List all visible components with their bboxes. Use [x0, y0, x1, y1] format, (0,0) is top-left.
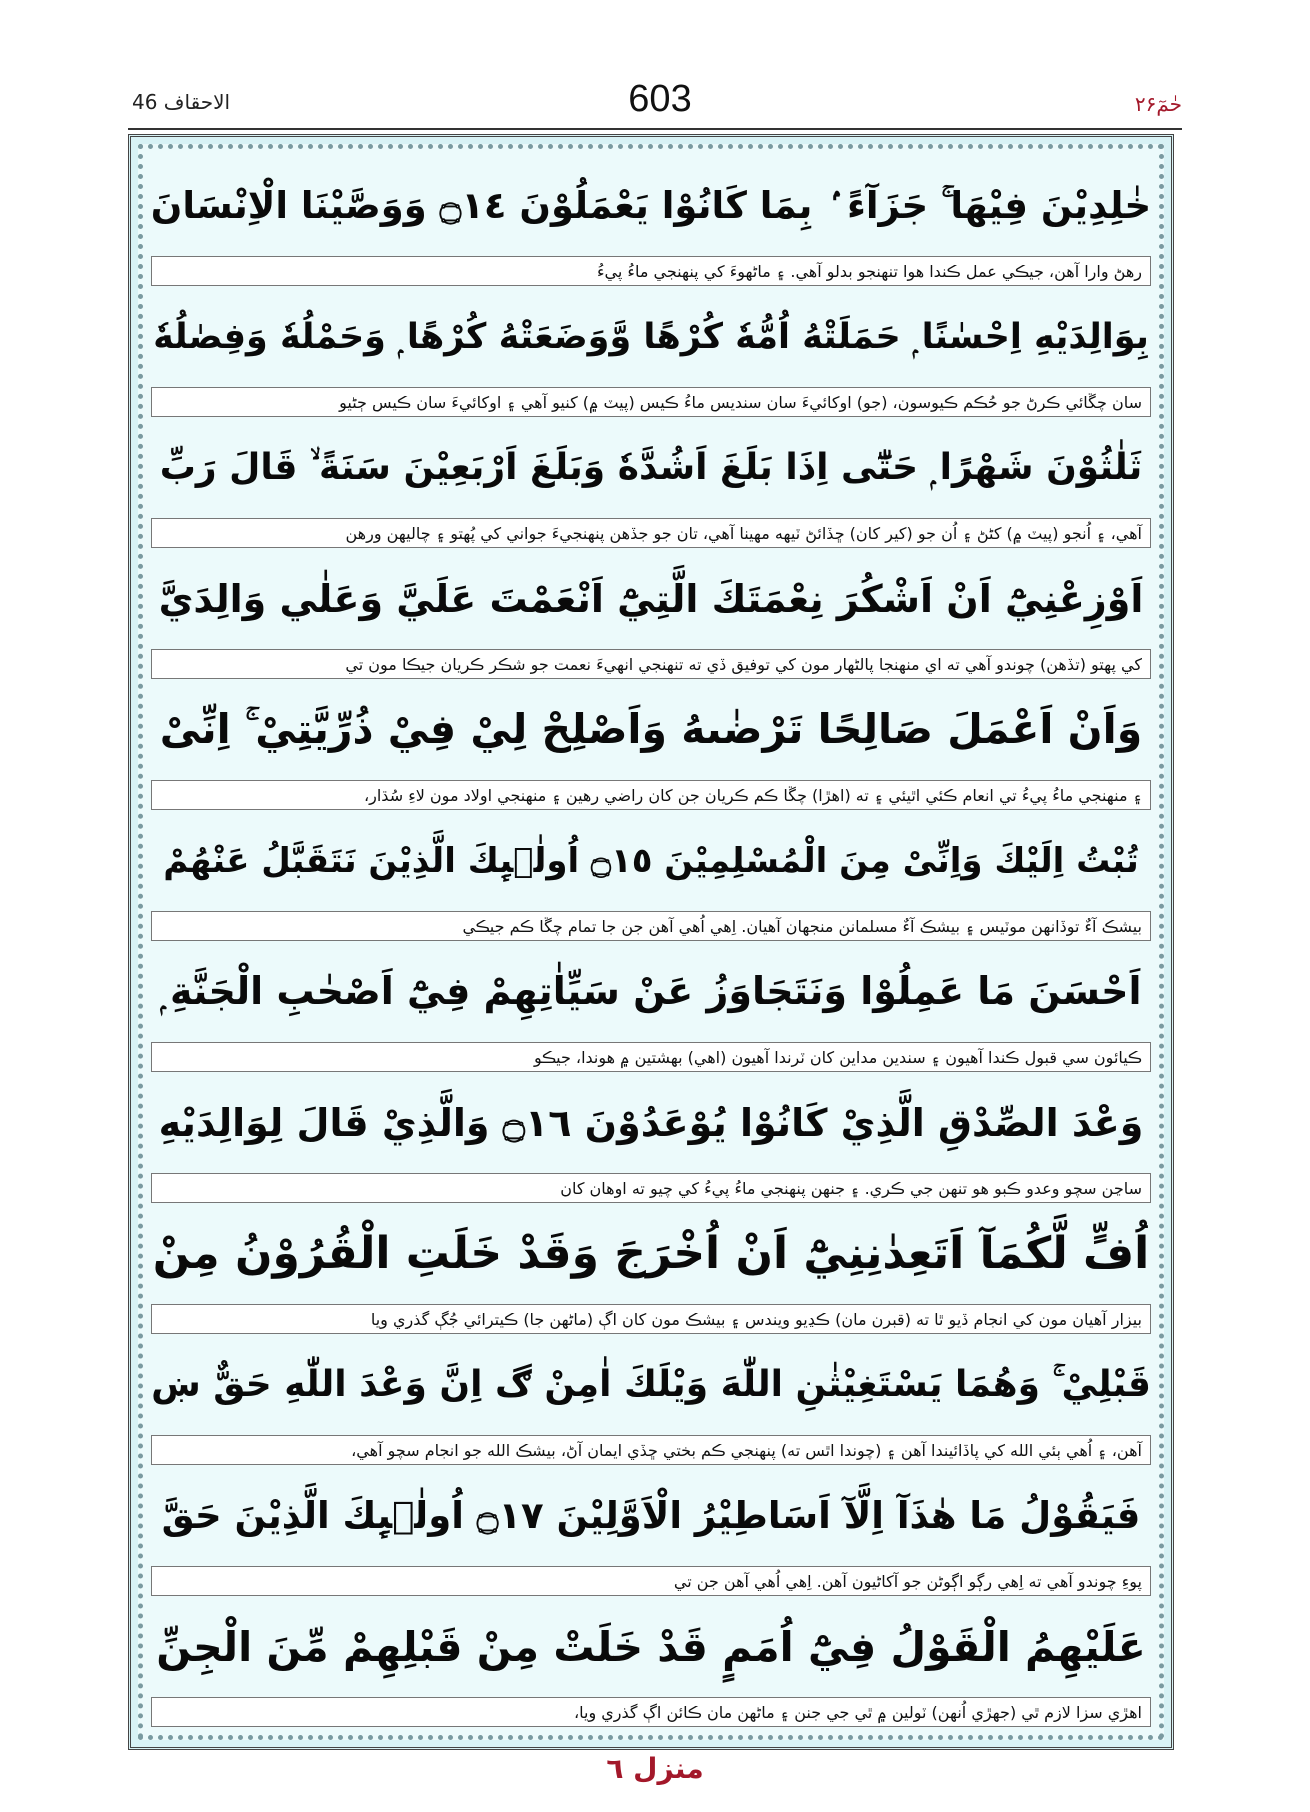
- surah-name: الاحقاف 46: [132, 90, 231, 114]
- manzil-footer: منزل ٦: [606, 1752, 704, 1785]
- page-header: [0, 78, 1310, 138]
- arabic-line: اُفٍّ لَّكُمَآ اَتَعِدٰنِنِيْٓ اَنْ اُخْرَجَ وَقَدْ خَلَتِ الْقُرُوْنُ مِنْ: [152, 1228, 1150, 1279]
- translation-line: اهڙي سزا لازم ٿي (جهڙي اُنهن) ٽولين ۾ ٿي جي جنن ۽ ماڻهن مان ڪائن اڳ گذري ويا،: [151, 1697, 1151, 1727]
- arabic-line: وَاَنْ اَعْمَلَ صَالِحًا تَرْضٰىهُ وَاَصْلِحْ لِيْ فِيْ ذُرِّيَّتِيْ ۚ اِنِّىْ: [159, 705, 1143, 753]
- translation-line: کي پهتو (تڏهن) چوندو آهي ته اي منهنجا پالڻهار مون کي توفيق ڏي ته تنهنجي انهيءَ نعمت جو شڪر ڪريان جيڪا مون تي: [151, 649, 1151, 679]
- arabic-line: عَلَيْهِمُ الْقَوْلُ فِيْٓ اُمَمٍ قَدْ خَلَتْ مِنْ قَبْلِهِمْ مِّنَ الْجِنِّ: [156, 1622, 1146, 1671]
- arabic-line: اَحْسَنَ مَا عَمِلُوْا وَنَتَجَاوَزُ عَنْ سَيِّاٰتِهِمْ فِيْٓ اَصْحٰبِ الْجَنَّةِ ۭ: [160, 969, 1142, 1013]
- translation-line: رهڻ وارا آهن، جيڪي عمل ڪندا هوا تنهنجو بدلو آهي. ۽ ماڻهوءَ کي پنهنجي ماءُ پيءُ: [151, 256, 1151, 286]
- translation-line: ۽ منهنجي ماءُ پيءُ تي انعام ڪئي اٿيئي ۽ ته (اهڙا) چڱا ڪم ڪريان جن کان راضي رهين ۽ منهنجي اولاد مون لاءِ سُڌار،: [151, 780, 1151, 810]
- translation-line: آهن، ۽ اُهي ٻئي الله کي پاڏائيندا آهن ۽ (چوندا اٿس ته) پنهنجي ڪم بختي ڇڏي ايمان آڻ، بيشڪ الله جو انجام سچو آهي،: [151, 1435, 1151, 1465]
- juz-label: حٰمٓ۲۶: [1134, 92, 1182, 116]
- arabic-line: تُبْتُ اِلَيْكَ وَاِنِّىْ مِنَ الْمُسْلِمِيْنَ ۝١٥ اُولٰۗىِٕكَ الَّذِيْنَ نَتَقَبَّلُ عَنْهُمْ: [163, 841, 1139, 881]
- arabic-line: وَعْدَ الصِّدْقِ الَّذِيْ كَانُوْا يُوْعَدُوْنَ ۝١٦ وَالَّذِيْ قَالَ لِوَالِدَيْهِ: [158, 1100, 1144, 1145]
- arabic-line: ثَلٰثُوْنَ شَهْرًا ۭ حَتّٰٓى اِذَا بَلَغَ اَشُدَّهٗ وَبَلَغَ اَرْبَعِيْنَ سَنَةً ۙ قَالَ رَبِّ: [159, 446, 1143, 488]
- page-frame: [128, 134, 1174, 1750]
- translation-line: پوءِ چوندو آهي ته اِهي رڳو اڳوڻن جو آکاڻيون آهن. اِهي اُهي آهن جن تي: [151, 1566, 1151, 1596]
- translation-line: بيزار آهيان مون کي انجام ڏيو ٿا ته (قبرن مان) ڪڍيو ويندس ۽ بيشڪ مون کان اڳ (ماڻهن جا) ڪيترائي جُڳ گذري ويا: [151, 1304, 1151, 1334]
- text-body: [151, 155, 1151, 1729]
- arabic-line: خٰلِدِيْنَ فِيْهَا ۚ جَزَآءً ۢ بِمَا كَانُوْا يَعْمَلُوْنَ ۝١٤ وَوَصَّيْنَا الْاِنْسَانَ: [151, 183, 1151, 227]
- translation-line: ساڃن سچو وعدو ڪبو هو تنهن جي ڪري. ۽ جنهن پنهنجي ماءُ پيءُ کي چيو ته اوهان کان: [151, 1173, 1151, 1203]
- page-number: 603: [628, 78, 692, 120]
- translation-line: سان چڱائي ڪرڻ جو حُڪم ڪيوسون، (جو) اوکائيءَ سان سنديس ماءُ ڪيس (پيٽ ۾) کنيو آهي ۽ اوکائيءَ سان ڪيس ڄڻيو: [151, 387, 1151, 417]
- translation-line: بيشڪ آءٌ توڏانهن موٽيس ۽ بيشڪ آءٌ مسلمانن منجهان آهيان. اِهي اُهي آهن جن جا تمام چڱا ڪم جيڪي: [151, 911, 1151, 941]
- translation-line: آهي، ۽ اُنجو (پيٽ ۾) کڻڻ ۽ اُن جو (کير کان) ڇڏائڻ ٽيهه مهينا آهي، تان جو جڏهن پنهنجيءَ جواني کي پُهتو ۽ چاليهن ورهن: [151, 518, 1151, 548]
- page-frame-inner: [138, 144, 1164, 1740]
- arabic-line: قَبْلِيْ ۚ وَهُمَا يَسْتَغِيْثٰنِ اللّٰهَ وَيْلَكَ اٰمِنْ ڰ اِنَّ وَعْدَ اللّٰهِ حَقٌّ ښ: [151, 1363, 1151, 1405]
- arabic-line: اَوْزِعْنِيْٓ اَنْ اَشْكُرَ نِعْمَتَكَ الَّتِيْٓ اَنْعَمْتَ عَلَيَّ وَعَلٰي وَالِدَيَّ: [158, 576, 1144, 621]
- arabic-line: بِوَالِدَيْهِ اِحْسٰنًا ۭ حَمَلَتْهُ اُمُّهٗ كُرْهًا وَّوَضَعَتْهُ كُرْهًا ۭ وَحَمْلُهٗ وَفِصٰلُهٗ: [153, 316, 1149, 357]
- translation-line: ڪيائون سي قبول ڪندا آهيون ۽ سندين مداين کان ٽرندا آهيون (اهي) بهشتين ۾ هوندا، جيڪو: [151, 1042, 1151, 1072]
- arabic-line: فَيَقُوْلُ مَا هٰذَآ اِلَّآ اَسَاطِيْرُ الْاَوَّلِيْنَ ۝١٧ اُولٰۗىِٕكَ الَّذِيْنَ حَقَّ: [161, 1494, 1141, 1537]
- header-divider: [128, 128, 1182, 130]
